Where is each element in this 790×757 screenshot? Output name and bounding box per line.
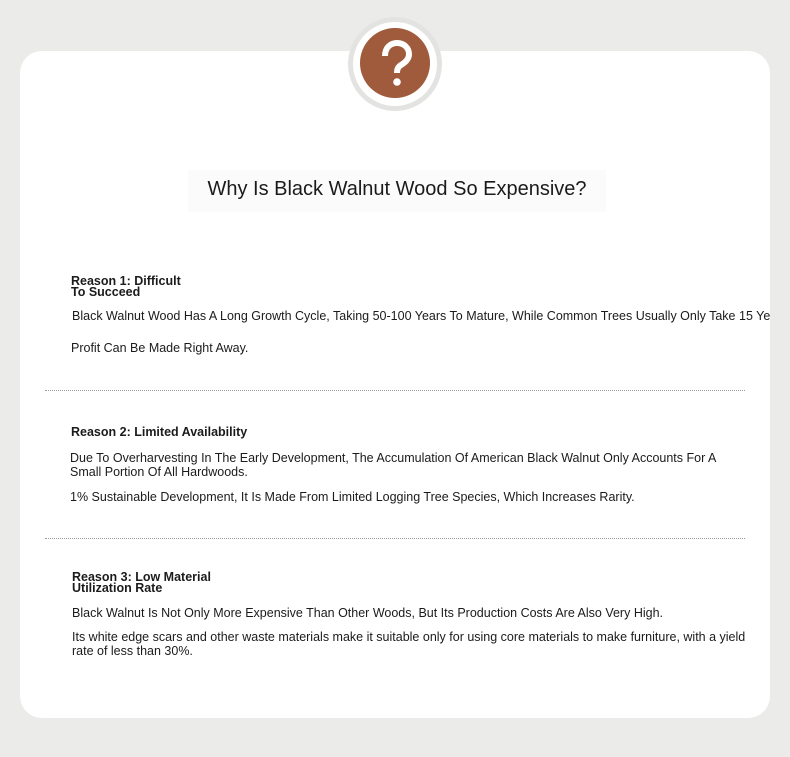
reason-2-heading: Reason 2: Limited Availability — [71, 425, 248, 439]
reason-2-paragraph-2: 1% Sustainable Development, It Is Made From Limited Logging Tree Species, Which Increases Rarity. — [70, 490, 635, 504]
reason-2-paragraph-1: Due To Overharvesting In The Early Development, The Accumulation Of American Black Walnut Only Accounts For A Small Portion Of All Hardwoods. — [70, 451, 716, 479]
section-divider-2 — [45, 538, 745, 539]
reason-3-paragraph-1: Black Walnut Is Not Only More Expensive Than Other Woods, But Its Production Costs Are Also Very High. — [72, 606, 664, 620]
reason-1-heading: Reason 1: Difficult To Succeed — [71, 274, 181, 299]
reason-1-paragraph-2: Profit Can Be Made Right Away. — [71, 341, 249, 355]
reason-3-heading: Reason 3: Low Material Utilization Rate — [72, 570, 211, 595]
page-title: Why Is Black Walnut Wood So Expensive? — [188, 170, 606, 212]
section-divider-1 — [45, 390, 745, 391]
question-mark-icon — [360, 28, 430, 98]
reason-1-paragraph-1: Black Walnut Wood Has A Long Growth Cycle, Taking 50-100 Years To Mature, While Common Trees Usually Only Take 15 Ye — [72, 309, 771, 323]
reason-3-paragraph-2: Its white edge scars and other waste materials make it suitable only for using core materials to make furniture, with a yield rate of less than 30%. — [72, 630, 746, 658]
question-mark-glyph — [360, 28, 430, 98]
